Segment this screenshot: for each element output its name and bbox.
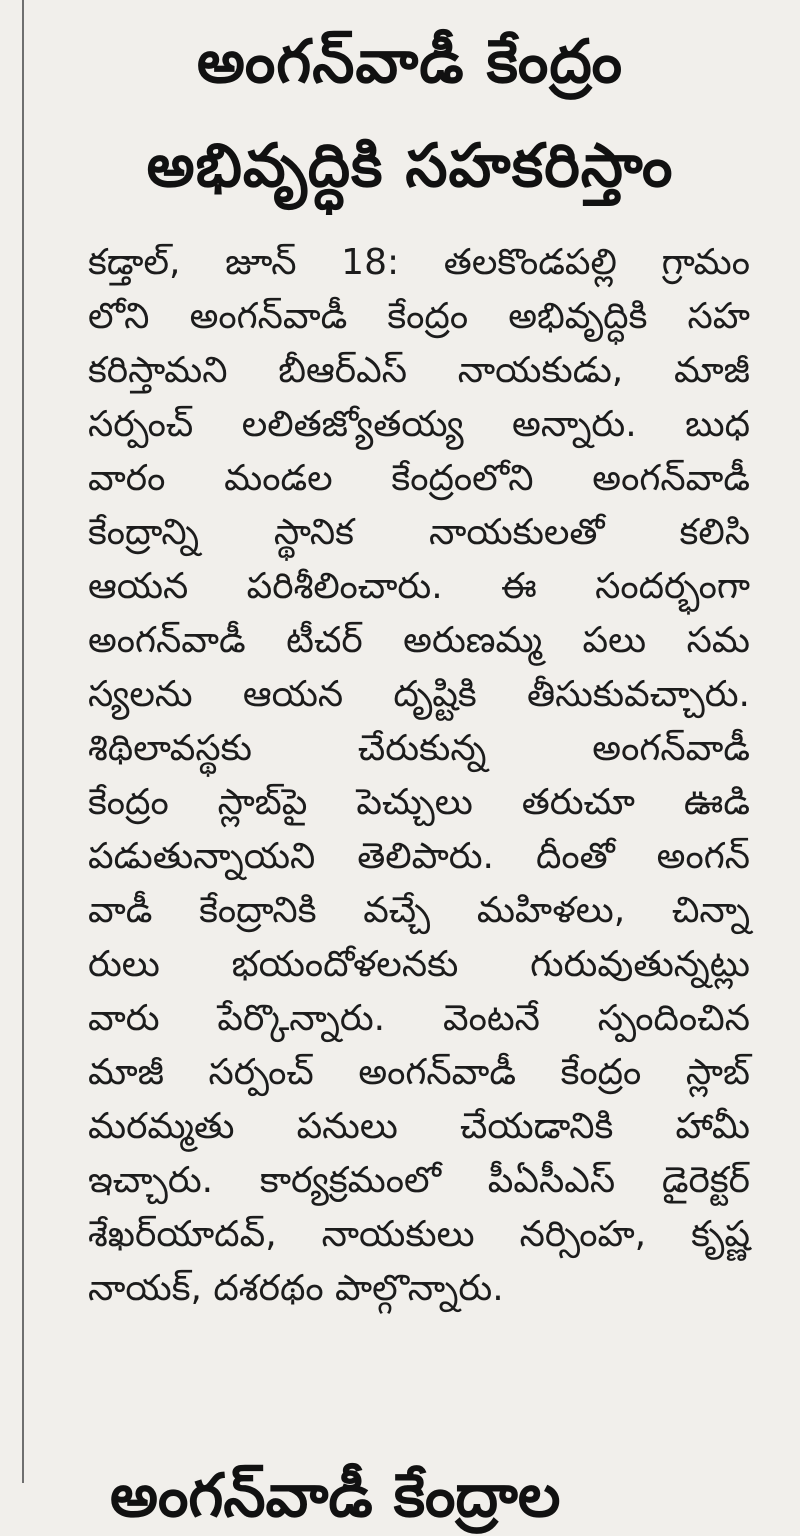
body-line: వారం మండల కేంద్రంలోని అంగన్‌వాడీ bbox=[88, 458, 750, 499]
body-line: కేంద్రం స్లాబ్‌పై పెచ్చులు తరుచూ ఊడి bbox=[88, 782, 750, 823]
body-line: శిథిలావస్థకు చేరుకున్న అంగన్‌వాడీ bbox=[88, 728, 750, 769]
body-line: అంగన్‌వాడీ టీచర్ అరుణమ్మ పలు సమ bbox=[88, 620, 750, 661]
body-line: పడుతున్నాయని తెలిపారు. దీంతో అంగన్ bbox=[88, 836, 750, 877]
body-line: నాయక్, దశరథం పాల్గొన్నారు. bbox=[88, 1268, 504, 1309]
body-line: రులు భయందోళలనకు గురువుతున్నట్లు bbox=[88, 944, 750, 985]
next-article-headline-text: అంగన్‌వాడీ కేంద్రాల bbox=[110, 1461, 561, 1531]
body-line: సర్పంచ్ లలితజ్యోతయ్య అన్నారు. బుధ bbox=[88, 404, 750, 445]
body-line: కడ్తాల్, జూన్ 18: తలకొండపల్లి గ్రామం bbox=[88, 242, 750, 283]
headline-line-2: అభివృద్ధికి సహకరిస్తాం bbox=[146, 131, 674, 201]
body-line: కరిస్తామని బీఆర్ఎస్ నాయకుడు, మాజీ bbox=[88, 350, 750, 391]
body-line: ఆయన పరిశీలించారు. ఈ సందర్భంగా bbox=[88, 566, 750, 607]
body-line: శేఖర్‌యాదవ్, నాయకులు నర్సింహ, కృష్ణ bbox=[88, 1214, 750, 1255]
newspaper-clipping bbox=[40, 0, 780, 1531]
next-article-headline-fragment bbox=[110, 1456, 750, 1531]
headline-line-1: అంగన్‌వాడీ కేంద్రం bbox=[196, 27, 624, 97]
column-divider bbox=[22, 0, 24, 1483]
body-line: లోని అంగన్‌వాడీ కేంద్రం అభివృద్ధికి సహ bbox=[88, 296, 750, 337]
body-line: స్యలను ఆయన దృష్టికి తీసుకువచ్చారు. bbox=[88, 674, 750, 715]
body-line: ఇచ్చారు. కార్యక్రమంలో పీఏసీఎస్ డైరెక్టర్ bbox=[88, 1160, 750, 1201]
body-line: మరమ్మతు పనులు చేయడానికి హామీ bbox=[88, 1106, 750, 1147]
body-line: మాజీ సర్పంచ్ అంగన్‌వాడీ కేంద్రం స్లాబ్ bbox=[88, 1052, 750, 1093]
body-line: వాడీ కేంద్రానికి వచ్చే మహిళలు, చిన్నా bbox=[88, 890, 750, 931]
body-line: కేంద్రాన్ని స్థానిక నాయకులతో కలిసి bbox=[88, 512, 750, 553]
article-body bbox=[88, 236, 750, 1316]
body-line: వారు పేర్కొన్నారు. వెంటనే స్పందించిన bbox=[88, 998, 750, 1039]
